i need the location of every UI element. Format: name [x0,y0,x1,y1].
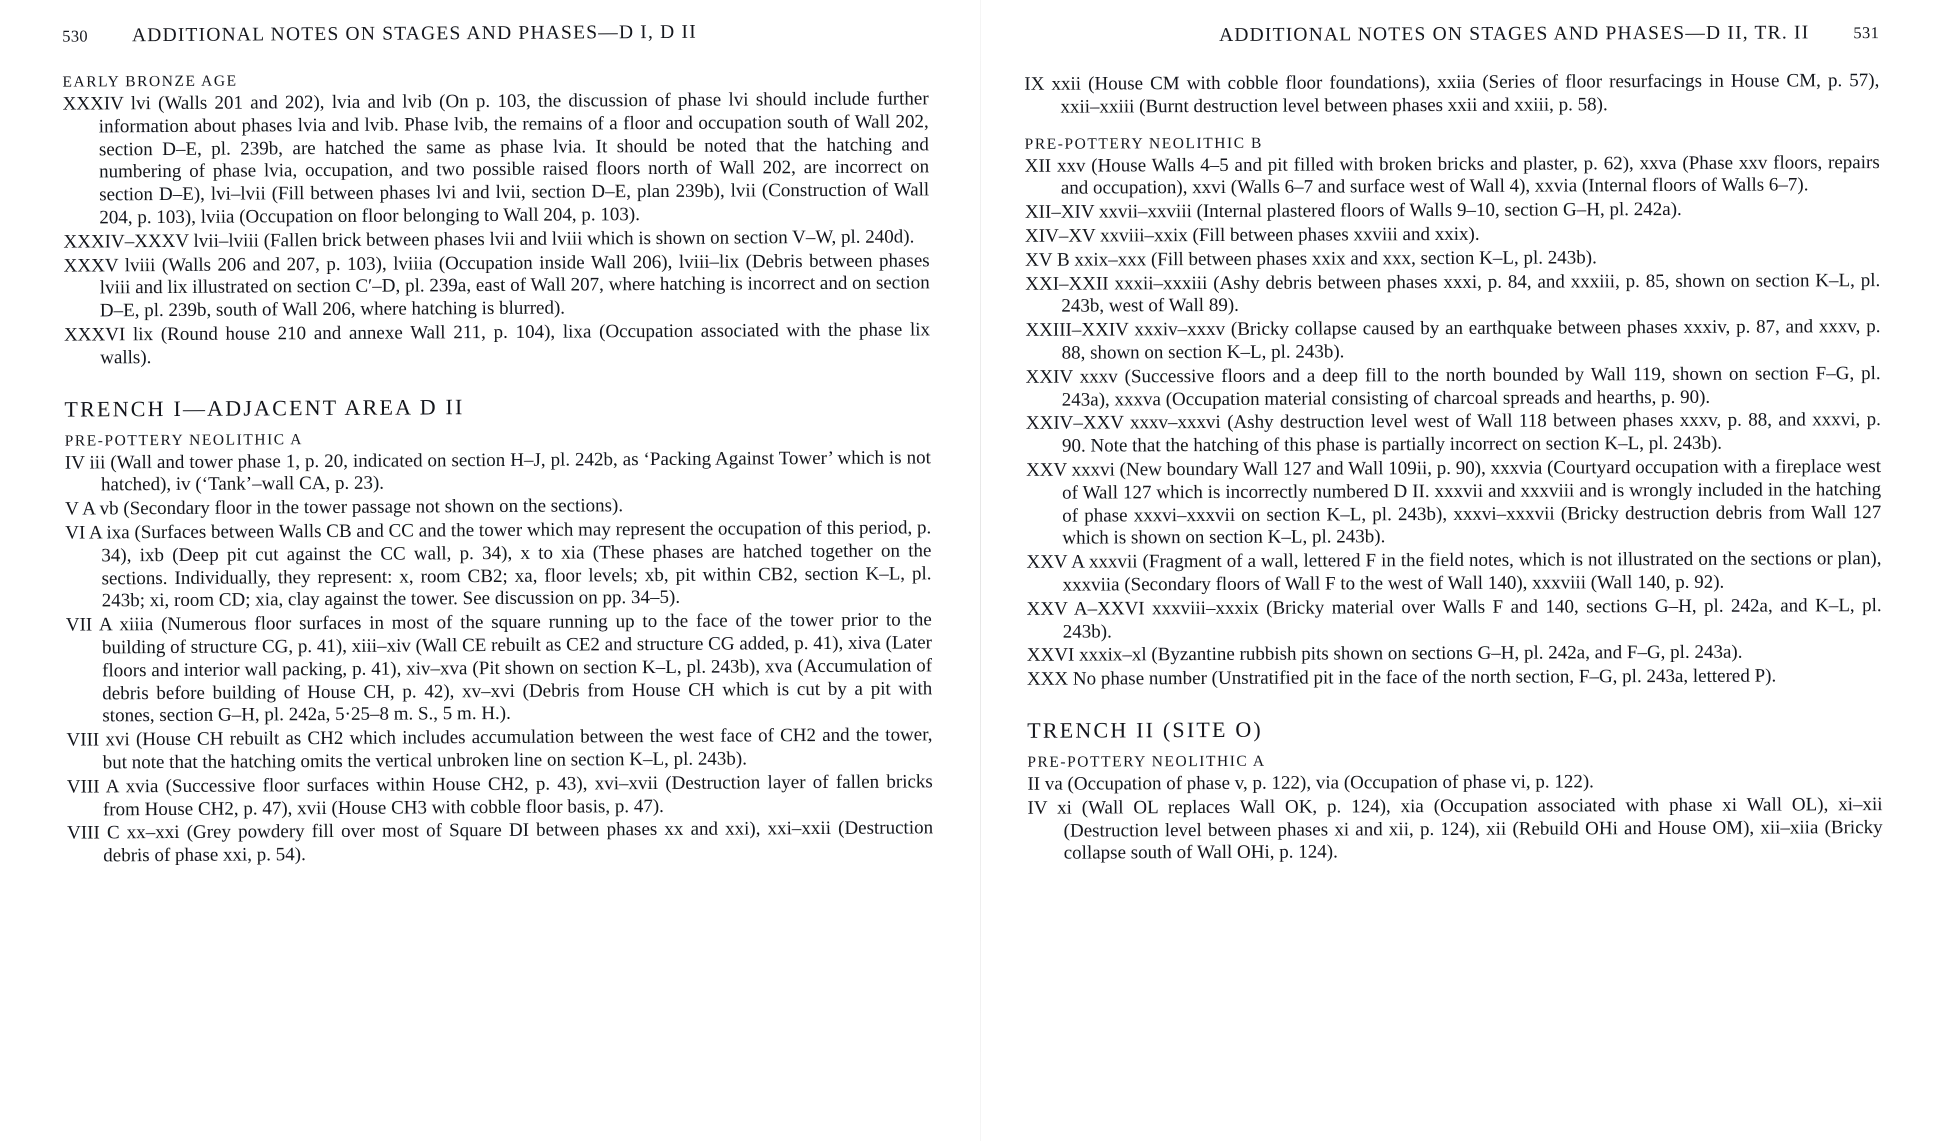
list-item: XII–XIV xxvii–xxviii (Internal plastered floors of Walls 9–10, section G–H, pl. 242a). [1024,199,1682,223]
list-item: XXXIV–XXXV lvii–lviii (Fallen brick between phases lvii and lviii which is shown on section V–W, pl. 240d). [63,226,915,253]
list-item: VIII xvi (House CH rebuilt as CH2 which includes accumulation between the west face of CH2 and the tower, but note that the hatching omits the vertical unbroken line on section K–L, pl. 243b). [66,724,933,774]
list-item: XV B xxix–xxx (Fill between phases xxix and xxx, section K–L, pl. 243b). [1025,247,1597,271]
list-item: IV iii (Wall and tower phase 1, p. 20, indicated on section H–J, pl. 242b, as ‘Packing Against Tower’ which is not hatched), iv (‘Tank’–wall CA, p. 23). [64,446,931,496]
list-item: XXXVI lix (Round house 210 and annexe Wall 211, p. 104), lixa (Occupation associated with the phase lix walls). [63,319,931,369]
list-item: XII xxv (House Walls 4–5 and pit filled with broken bricks and plaster, p. 62), xxva (Phase xxv floors, repairs and occupation), xxvi (Walls 6–7 and surface west of Wall 4), xxvia (Internal floors of Walls 6–7). [1024,151,1880,200]
list-item: IX xxii (House CM with cobble floor foundations), xxiia (Series of floor resurfacings in House CM, p. 57), xxii–xxiii (Burnt destruction level between phases xxii and xxiii, p. 58). [1024,70,1880,118]
list-item: XXIV–XXV xxxv–xxxvi (Ashy destruction level west of Wall 118 between phases xxxv, p. 88, and xxxvi, p. 90. Note that the hatching of this phase is partially incorrect on section K–L, pl. 243b). [1025,409,1881,457]
right-folio: 531 [1853,23,1880,43]
list-item: VI A ixa (Surfaces between Walls CB and CC and the tower which may represent the occupation of this period, p. 34), ixb (Deep pit cut against the CC wall, p. 34), x to xia (These phases are hatched together on the sections. Individually, they represent: x, room CB2; xa, floor levels; xb, pit within CB2, section K–L, pl. 243b; xi, room CD; xia, clay against the tower. See discussion on pp. 34–5). [65,517,932,612]
section-heading-early-bronze-age: EARLY BRONZE AGE [62,72,238,91]
list-item: XXIII–XXIV xxxiv–xxxv (Bricky collapse caused by an earthquake between phases xxxiv, p. 87, and xxxv, p. 88, shown on section K–L, pl. 243b). [1025,316,1881,364]
right-running-head [1024,22,1879,48]
list-item: XXXIV lvi (Walls 201 and 202), lvia and lvib (On p. 103, the discussion of phase lvi should include further information about phases lvia and lvib. Phase lvib, the remains of a floor and occupation south of Wall 202, section D–E, pl. 239b, are hatched the same as phase lvia. It should be noted that the hatching and numbering of phase lvia, occupation, and two possible raised floors north of Wall 202, are incorrect on section D–E), lvi–lvii (Fill between phases lvi and lvii, section D–E, plan 239b), lvii (Construction of Wall 204, p. 103), lviia (Occupation on floor belonging to Wall 204, p. 103). [62,88,930,229]
left-running-head-title: ADDITIONAL NOTES ON STAGES AND PHASES—D I, D II [131,21,697,47]
list-item: XXV A xxxvii (Fragment of a wall, lettered F in the field notes, which is not illustrated on the sections or plan), xxxviia (Secondary floors of Wall F to the west of Wall 140), xxxviii (Wall 140, p. 92). [1026,548,1882,596]
list-item: XXXV lviii (Walls 206 and 207, p. 103), lviiia (Occupation inside Wall 206), lviii–lix (Debris between phases lviii and lix illustrated on section C′–D, pl. 239a, east of Wall 207, where hatching is incorrect and on section D–E, pl. 239b, south of Wall 206, where hatching is blurred). [63,249,930,322]
list-item: V A vb (Secondary floor in the tower passage not shown on the sections). [65,495,624,520]
section-heading-ppna-right: PRE-POTTERY NEOLITHIC A [1027,752,1266,771]
right-page [980,0,1941,1141]
list-item: XXIV xxxv (Successive floors and a deep fill to the north bounded by Wall 119, shown on section F–G, pl. 243a), xxxva (Occupation material consisting of charcoal spreads and hearths, p. 90). [1025,362,1881,411]
section-heading-ppnb: PRE-POTTERY NEOLITHIC B [1024,134,1263,153]
list-item: IV xi (Wall OL replaces Wall OK, p. 124), xia (Occupation associated with phase xi Wall OL), xi–xii (Destruction level between phases xi and xii, p. 124), xii (Rebuild OHi and House OM), xii–xiia (Bricky collapse south of Wall OHi, p. 124). [1027,793,1883,864]
left-running-head [62,20,928,47]
list-item: XXV xxxvi (New boundary Wall 127 and Wall 109ii, p. 90), xxxvia (Courtyard occupation with a fireplace west of Wall 127 which is incorrectly numbered D II. xxxvii and xxxviii and is wrongly included in the hatching of phase xxxvi–xxxvii on section K–L, pl. 243b), xxxvi–xxxvii (Bricky destruction debris from Wall 127 which is shown on section K–L, pl. 243b). [1026,456,1882,549]
trench-heading-2: TRENCH II (SITE O) [1027,716,1263,743]
left-folio: 530 [62,26,89,46]
list-item: XXX No phase number (Unstratified pit in the face of the north section, F–G, pl. 243a, lettered P). [1026,665,1777,690]
list-item: VII A xiiia (Numerous floor surfaces in most of the square running up to the face of the tower prior to the building of structure CG, p. 41), xiii–xiv (Wall CE rebuilt as CE2 and structure CG added, p. 41), xiva (Later floors and interior wall packing, p. 41), xiv–xva (Pit shown on section K–L, pl. 243b), xva (Accumulation of debris before building of House CH, p. 42), xv–xvi (Debris from House CH which is cut by a pit with stones, section G–H, pl. 242a, 5·25–8 m. S., 5 m. H.). [65,609,933,727]
list-item: XXV A–XXVI xxxviii–xxxix (Bricky material over Walls F and 140, sections G–H, pl. 242a, and K–L, pl. 243b). [1026,594,1882,643]
list-item: XXVI xxxix–xl (Byzantine rubbish pits shown on sections G–H, pl. 242a, and F–G, pl. 243a). [1026,642,1743,667]
list-item: XIV–XV xxviii–xxix (Fill between phases xxviii and xxix). [1024,223,1480,247]
right-running-head-title: ADDITIONAL NOTES ON STAGES AND PHASES—D II, TR. II [1219,22,1810,46]
list-item: VIII C xx–xxi (Grey powdery fill over most of Square DI between phases xx and xxi), xxi–xxii (Destruction debris of phase xxi, p. 54). [67,817,934,867]
section-heading-ppna-left: PRE-POTTERY NEOLITHIC A [64,430,304,450]
list-item: VIII A xvia (Successive floor surfaces within House CH2, p. 43), xvi–xvii (Destruction layer of fallen bricks from House CH2, p. 47), xvii (House CH3 with cobble floor basis, p. 47). [66,771,933,820]
list-item: II va (Occupation of phase v, p. 122), via (Occupation of phase vi, p. 122). [1027,771,1594,795]
trench-heading-1: TRENCH I—ADJACENT AREA D II [64,393,465,422]
list-item: XXI–XXII xxxii–xxxiii (Ashy debris between phases xxxi, p. 84, and xxxiii, p. 85, shown on section K–L, pl. 243b, west of Wall 89). [1025,269,1881,318]
